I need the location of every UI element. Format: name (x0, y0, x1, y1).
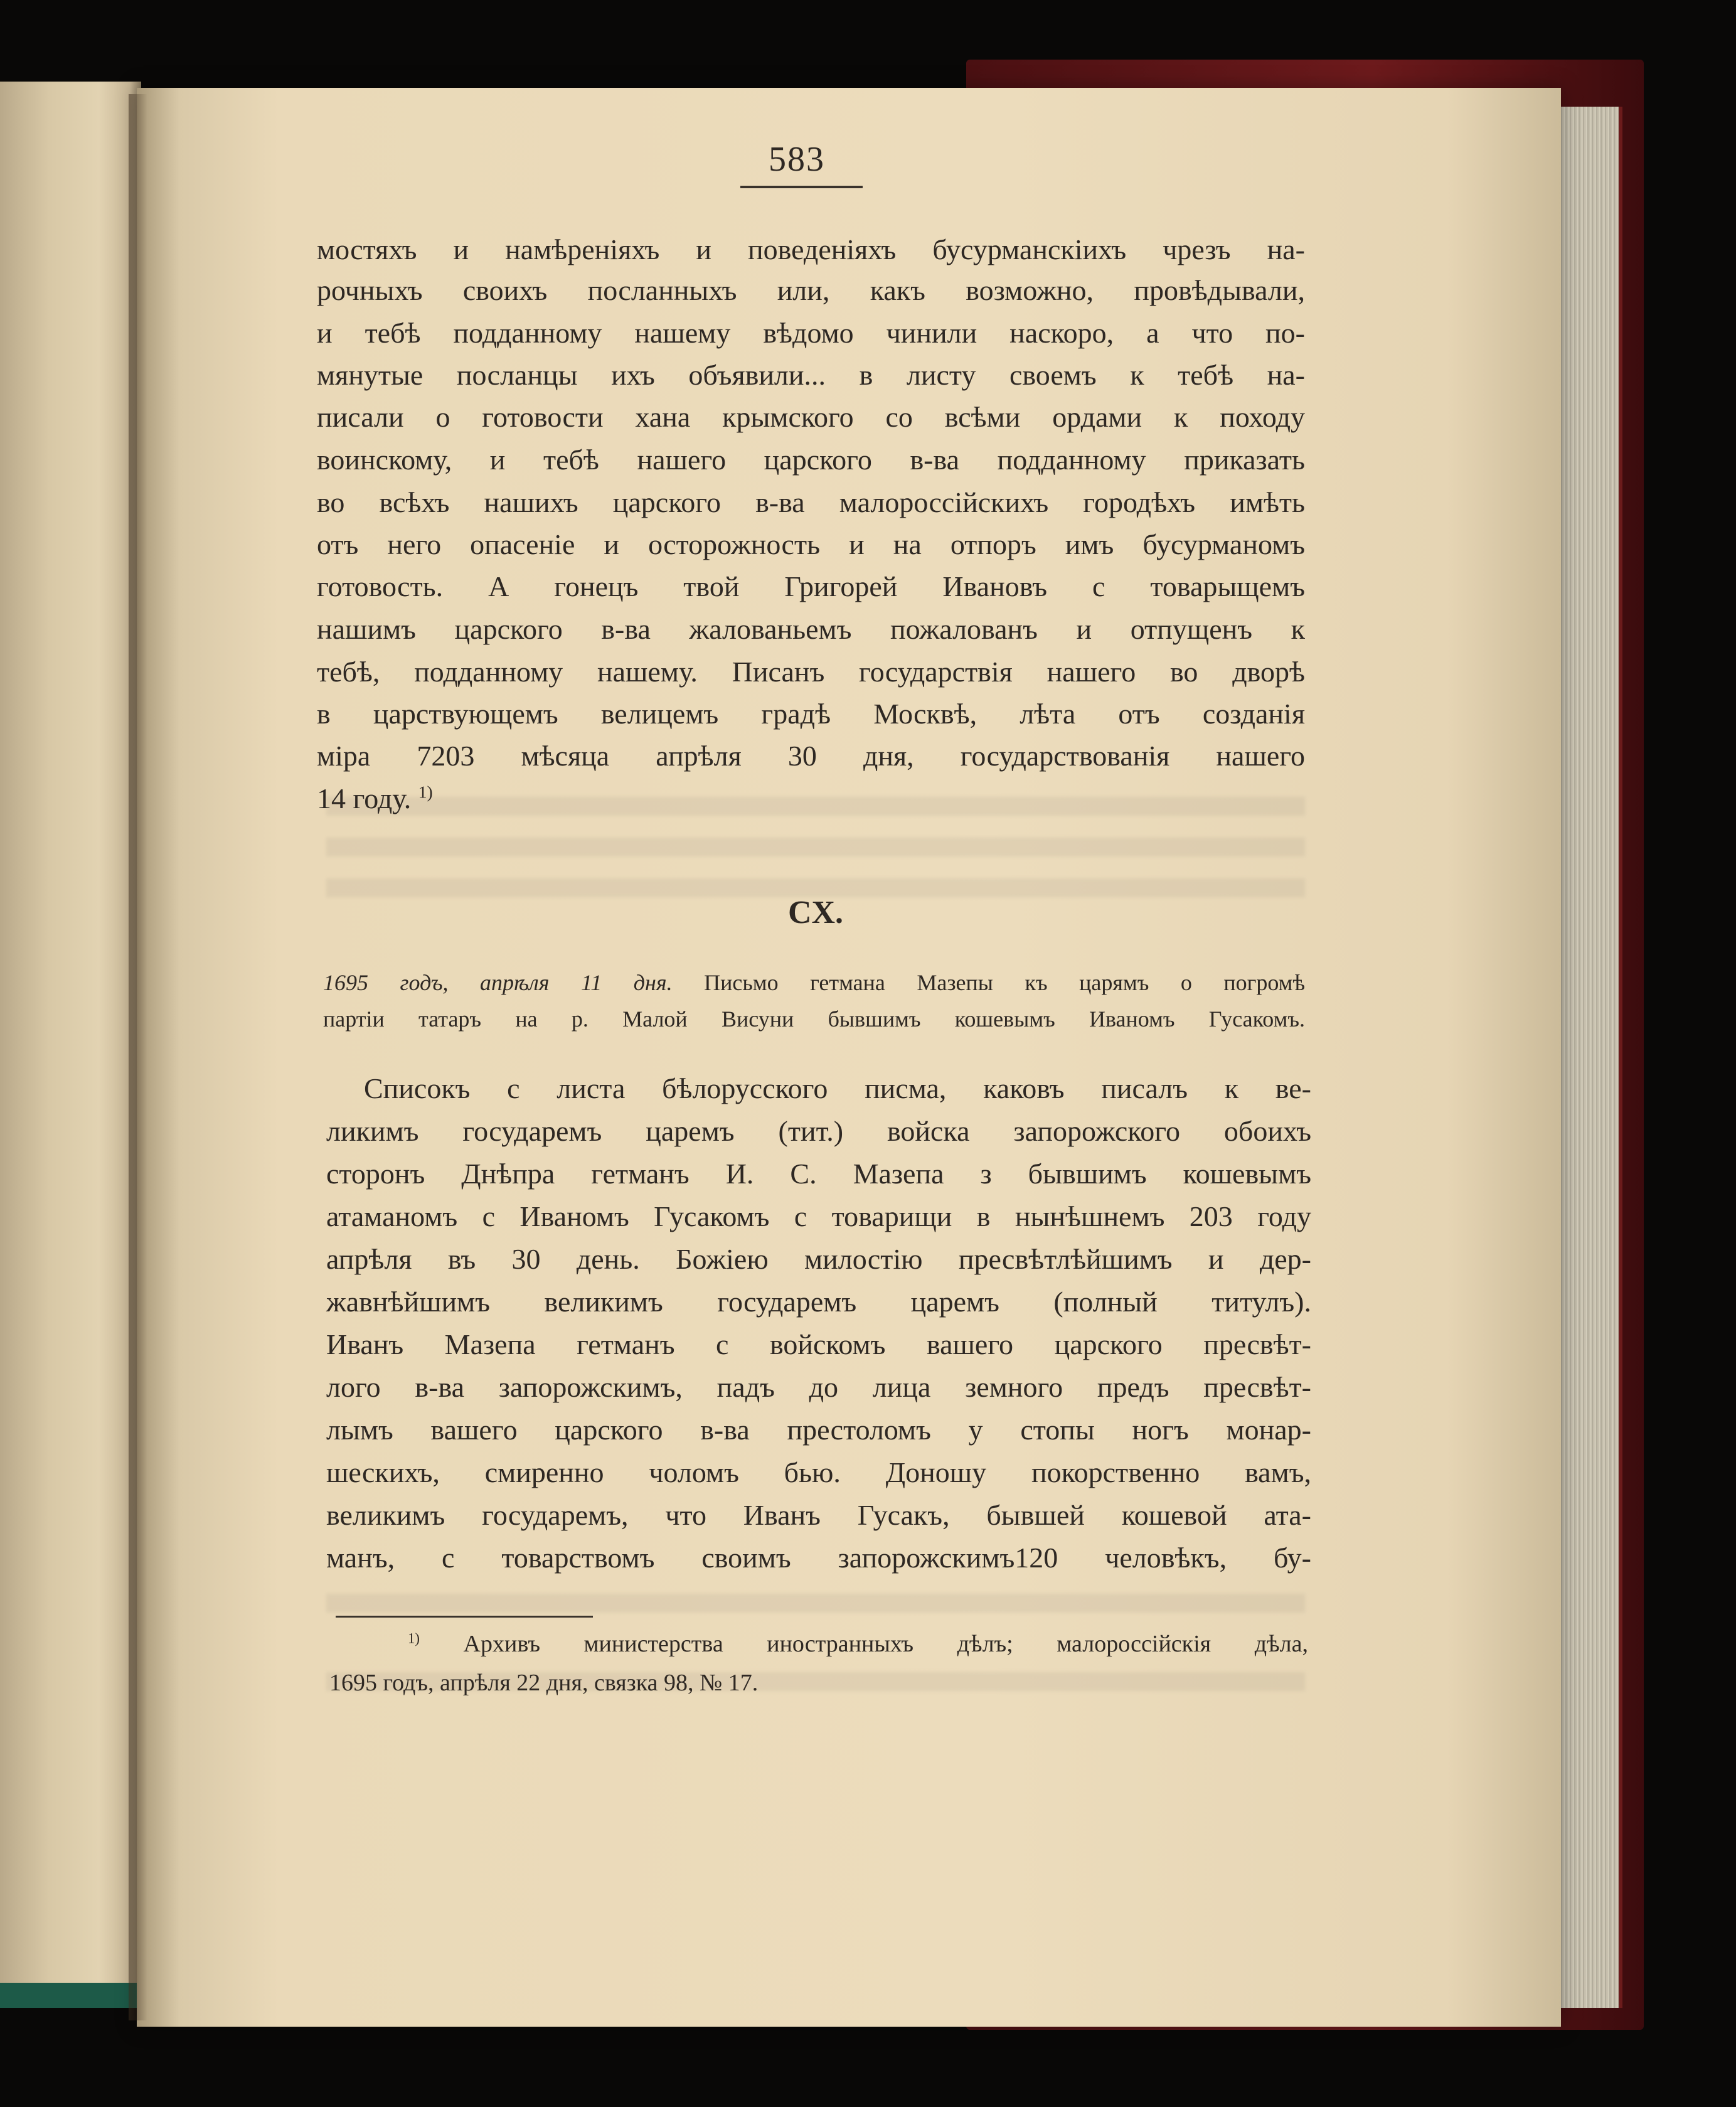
body-line: мянутые посланцы ихъ объявили... в листу своемъ к тебѣ на- (317, 359, 1305, 391)
letter-line: великимъ государемъ, что Иванъ Гусакъ, бывшей кошевой ата- (326, 1499, 1311, 1531)
letter-line: лымъ вашего царского в-ва престоломъ у стопы ногъ монар- (326, 1414, 1311, 1446)
show-through (326, 838, 1305, 856)
body-line: готовость. А гонецъ твой Григорей Ивановъ с товарыщемъ (317, 570, 1305, 602)
letter-line: ликимъ государемъ царемъ (тит.) войска запорожского обоихъ (326, 1115, 1311, 1147)
summary-line: партіи татаръ на р. Малой Висуни бывшимъ кошевымъ Иваномъ Гусакомъ. (323, 1006, 1305, 1032)
body-line: міра 7203 мѣсяца апрѣля 30 дня, государствованія нашего (317, 740, 1305, 772)
body-line: воинскому, и тебѣ нашего царского в-ва подданному приказать (317, 444, 1305, 476)
footnote-mark: 1) (408, 1630, 420, 1646)
left-cover-edge (0, 1983, 144, 2008)
left-page-edge (0, 82, 141, 2002)
show-through (326, 1594, 1305, 1613)
page-number: 583 (769, 140, 825, 179)
body-line: рочныхъ своихъ посланныхъ или, какъ возможно, провѣдывали, (317, 274, 1305, 306)
body-line: 14 году. (317, 782, 412, 814)
letter-line: апрѣля въ 30 день. Божіею милостію пресвѣтлѣйшимъ и дер- (326, 1243, 1311, 1275)
body-line: во всѣхъ нашихъ царского в-ва малороссійскихъ городѣхъ имѣть (317, 486, 1305, 518)
body-line: и тебѣ подданному нашему вѣдомо чинили наскоро, а что по- (317, 317, 1305, 349)
letter-line: сторонъ Днѣпра гетманъ И. С. Мазепа з бывшимъ кошевымъ (326, 1158, 1311, 1190)
footnote-rule (336, 1616, 593, 1618)
letter-line: атаманомъ с Иваномъ Гусакомъ с товарищи в нынѣшнемъ 203 году (326, 1200, 1311, 1232)
section-heading: CX. (787, 895, 844, 931)
letter-line: шескихъ, смиренно чоломъ бью. Доношу покорственно вамъ, (326, 1456, 1311, 1488)
footnote-text: Архивъ министерства иностранныхъ дѣлъ; малороссійскія дѣла, (463, 1631, 1308, 1657)
letter-line: жавнѣйшимъ великимъ государемъ царемъ (полный титулъ). (326, 1286, 1311, 1318)
body-last-line (317, 784, 433, 813)
summary-date: 1695 годъ, апрѣля 11 дня. (323, 970, 673, 995)
summary-title: Письмо гетмана Мазепы къ царямъ о погромѣ (704, 970, 1305, 995)
letter-line: Списокъ с листа бѣлорусского писма, каковъ писалъ к ве- (364, 1072, 1311, 1104)
footnote-ref: 1) (418, 782, 433, 802)
body-line: отъ него опасеніе и осторожность и на отпоръ имъ бусурманомъ (317, 528, 1305, 560)
letter-line: лого в-ва запорожскимъ, падъ до лица земного предъ пресвѣт- (326, 1371, 1311, 1403)
gutter-shadow (129, 94, 147, 2020)
footnote-line: 1695 годъ, апрѣля 22 дня, связка 98, № 17. (329, 1670, 759, 1696)
letter-line: манъ, с товарствомъ своимъ запорожскимъ120 человѣкъ, бу- (326, 1542, 1311, 1574)
body-line: писали о готовости хана крымского со всѣми ордами к походу (317, 401, 1305, 433)
body-line: в царствующемъ велицемъ градѣ Москвѣ, лѣта отъ созданія (317, 698, 1305, 730)
letter-line: Иванъ Мазепа гетманъ с войскомъ вашего царского пресвѣт- (326, 1328, 1311, 1360)
footnote-line (408, 1630, 1308, 1658)
body-line: мостяхъ и намѣреніяхъ и поведеніяхъ бусурманскіихъ чрезъ на- (317, 233, 1305, 265)
summary-line (323, 969, 1305, 996)
page-number-rule (740, 186, 863, 188)
body-line: нашимъ царского в-ва жалованьемъ пожалованъ и отпущенъ к (317, 613, 1305, 645)
show-through (326, 797, 1305, 816)
body-line: тебѣ, подданному нашему. Писанъ государствія нашего во дворѣ (317, 656, 1305, 688)
